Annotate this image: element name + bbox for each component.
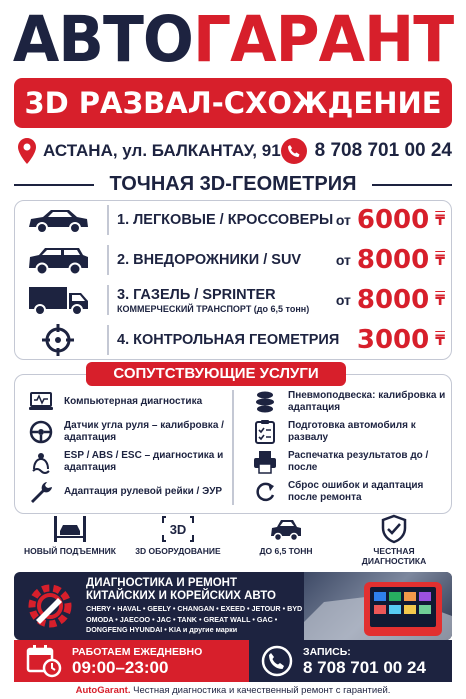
logo-part-garant: ГАРАНТ (192, 3, 454, 77)
china-title: ДИАГНОСТИКА И РЕМОНТ КИТАЙСКИХ И КОРЕЙСКИХ АВТО (86, 577, 276, 602)
shield-check-icon (376, 514, 412, 544)
address (18, 136, 281, 166)
working-hours (14, 640, 249, 682)
price-amount: 8000 (356, 245, 430, 275)
price-row (15, 241, 453, 279)
booking[interactable] (249, 640, 452, 682)
china-korea-banner (14, 572, 452, 640)
bottom-bar (14, 640, 452, 682)
printer-icon (252, 449, 278, 475)
feature-item (344, 514, 444, 572)
hours-label: РАБОТАЕМ ЕЖЕДНЕВНО (72, 645, 203, 658)
price-label-text: 1. ЛЕГКОВЫЕ / КРОССОВЕРЫ (117, 212, 334, 228)
3d-icon (160, 514, 196, 544)
feature-text: ЧЕСТНАЯ ДИАГНОСТИКА (361, 546, 427, 566)
price-label (117, 281, 309, 319)
section-title (0, 170, 466, 198)
air-suspension-icon (252, 389, 278, 415)
service-item (252, 448, 448, 476)
price-label (117, 321, 339, 359)
price-list (14, 200, 452, 360)
service-item (252, 388, 448, 416)
services-divider (232, 390, 234, 505)
service-item (252, 418, 448, 446)
logo (0, 2, 466, 78)
service-text: Пневмоподвеска: калибровка и адаптация (288, 390, 446, 413)
price-label-text: 3. ГАЗЕЛЬ / SPRINTER (117, 286, 276, 303)
feature-item (20, 514, 120, 572)
feature-text: ДО 6,5 ТОНН (259, 546, 313, 556)
price-label-text: 4. КОНТРОЛЬНАЯ ГЕОМЕТРИЯ (117, 332, 340, 348)
logo-part-auto: АВТО (12, 3, 193, 77)
service-item (252, 478, 448, 506)
service-text: Адаптация рулевой рейки / ЭУР (64, 486, 223, 497)
service-text: Подготовка автомобиля к развалу (288, 420, 416, 443)
hours-value: 09:00–23:00 (72, 657, 169, 677)
tenge-icon: ₸ (435, 331, 445, 348)
location-pin-icon (18, 138, 36, 164)
price-sublabel: КОММЕРЧЕСКИЙ ТРАНСПОРТ (до 6,5 тонн) (117, 303, 310, 314)
service-item (28, 388, 228, 416)
title-line-right (372, 184, 452, 186)
service-text: Компьютерная диагностика (64, 396, 203, 407)
price-value (336, 241, 445, 279)
service-text: Сброс ошибок и адаптация после ремонта (288, 480, 424, 503)
service-text: Распечатка результатов до / после (288, 450, 429, 473)
row-separator (107, 245, 109, 275)
svg-text:3D: 3D (169, 522, 187, 537)
feature-text: 3D ОБОРУДОВАНИЕ (135, 546, 221, 556)
price-value (336, 281, 445, 319)
car-icon (268, 514, 304, 544)
price-row (15, 201, 453, 239)
footer (0, 683, 466, 699)
contacts-bar (14, 136, 452, 166)
sedan-icon (25, 203, 91, 237)
brands-list: CHERY • HAVAL • GEELY • CHANGAN • EXEED • JETOUR • BYD OMODA • JAECOO • JAC • TANK • GREAT WALL • GAC • DONGFENG HYUNDAI • KIA и другие марки (86, 604, 303, 634)
row-separator (107, 325, 109, 355)
booking-phone: 8 708 701 00 24 (303, 657, 426, 677)
price-from: от (335, 212, 351, 228)
price-label (117, 241, 301, 279)
tenge-icon: ₸ (435, 251, 445, 268)
price-amount: 3000 (356, 325, 430, 355)
price-value (357, 321, 445, 359)
phone-icon (281, 138, 307, 164)
footer-text: Честная диагностика и качественный ремонт с гарантией. (133, 685, 391, 696)
price-row (15, 281, 453, 319)
service-item (28, 418, 228, 446)
gear-wrench-icon (22, 578, 78, 634)
steering-wheel-icon (28, 419, 54, 445)
checklist-icon (252, 419, 278, 445)
price-label-text: 2. ВНЕДОРОЖНИКИ / SUV (117, 252, 302, 268)
price-amount: 8000 (356, 285, 430, 315)
price-from: от (335, 252, 351, 268)
price-amount: 6000 (356, 205, 430, 235)
calendar-clock-icon (26, 644, 62, 678)
price-from: от (335, 292, 351, 308)
price-label (117, 201, 333, 239)
van-truck-icon (25, 283, 91, 317)
row-separator (107, 285, 109, 315)
reset-icon (252, 479, 278, 505)
price-row (15, 321, 453, 359)
laptop-icon (28, 389, 54, 415)
tenge-icon: ₸ (435, 291, 445, 308)
price-value (336, 201, 445, 239)
row-separator (107, 205, 109, 235)
address-text: АСТАНА, ул. БАЛКАНТАУ, 91 (43, 141, 281, 160)
esp-icon (28, 449, 54, 475)
phone-icon (261, 645, 293, 677)
section-title-text: ТОЧНАЯ 3D-ГЕОМЕТРИЯ (109, 173, 357, 195)
feature-text: НОВЫЙ ПОДЪЕМНИК (24, 546, 116, 556)
title-line-left (14, 184, 94, 186)
headline-banner: 3D РАЗВАЛ-СХОЖДЕНИЕ (14, 78, 452, 128)
features-row (14, 514, 452, 572)
service-item (28, 448, 228, 476)
wrench-icon (28, 479, 54, 505)
feature-item (236, 514, 336, 572)
suv-icon (25, 243, 91, 277)
diagnostic-device-photo (304, 572, 452, 640)
diagnostic-scanner-icon (304, 572, 452, 640)
crosshair-icon (25, 323, 91, 357)
service-text: Датчик угла руля – калибровка / адаптация (64, 420, 224, 443)
service-item (28, 478, 228, 506)
footer-brand: AutoGarant. (75, 685, 131, 696)
tenge-icon: ₸ (435, 211, 445, 228)
feature-item (128, 514, 228, 572)
services-title: СОПУТСТВУЮЩИЕ УСЛУГИ (86, 362, 346, 386)
phone[interactable] (281, 136, 452, 166)
phone-text: 8 708 701 00 24 (314, 140, 452, 161)
lift-icon (52, 514, 88, 544)
service-text: ESP / ABS / ESC – диагностика и адаптация (64, 450, 224, 473)
booking-label: ЗАПИСЬ: (303, 645, 351, 658)
